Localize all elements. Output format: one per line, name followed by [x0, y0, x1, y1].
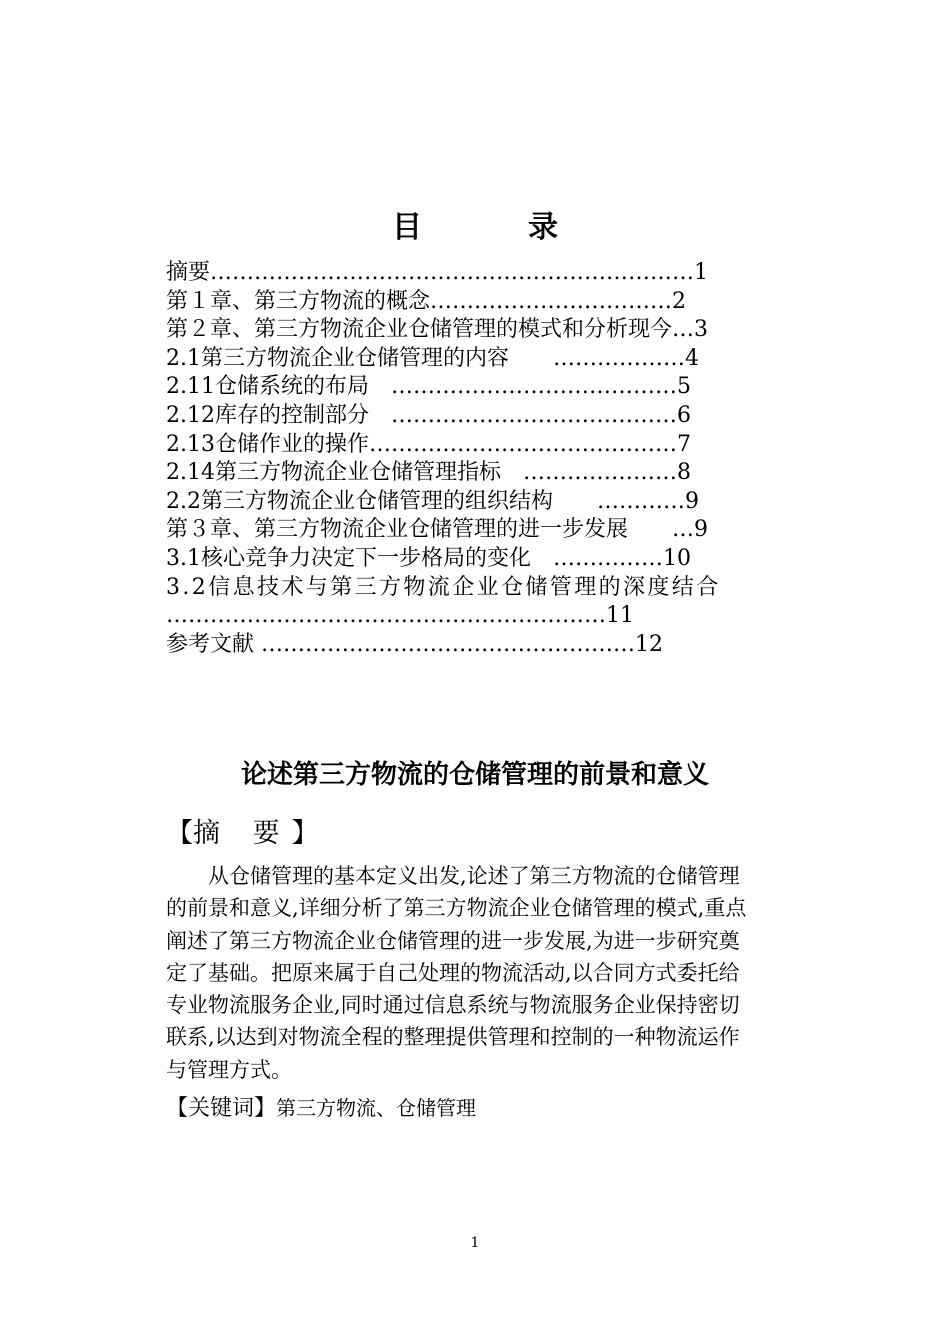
toc-entry-references[interactable]: 参考文献 ……………………………………………12	[166, 631, 663, 657]
abstract-heading-close-bracket: 】	[291, 818, 319, 849]
abstract-line: 的前景和意义,详细分析了第三方物流企业仓储管理的模式,重点	[166, 896, 747, 921]
toc-entry-chapter-1[interactable]: 第１章、第三方物流的概念……………………………2	[166, 288, 686, 314]
abstract-body	[166, 860, 786, 1086]
abstract-line: 专业物流服务企业,同时通过信息系统与物流服务企业保持密切	[166, 993, 740, 1018]
abstract-heading	[166, 814, 319, 854]
abstract-heading-text: 摘 要	[193, 818, 292, 849]
toc-entry-2-11[interactable]: 2.11仓储系统的布局 …………………………………5	[166, 374, 691, 400]
abstract-line: 阐述了第三方物流企业仓储管理的进一步发展,为进一步研究奠	[166, 928, 740, 953]
keywords	[166, 1090, 476, 1128]
toc-entry-3-1[interactable]: 3.1核心竞争力决定下一步格局的变化 ……………10	[166, 545, 691, 571]
abstract-line: 定了基础。把原来属于自己处理的物流活动,以合同方式委托给	[166, 960, 740, 985]
toc-entry-chapter-2[interactable]: 第２章、第三方物流企业仓储管理的模式和分析现今…3	[166, 317, 708, 343]
abstract-line: 联系,以达到对物流全程的整理提供管理和控制的一种物流运作	[166, 1025, 740, 1050]
toc-entry-3-2-continued[interactable]: ……………………………………………………11	[166, 603, 634, 629]
toc-entry-2-1[interactable]: 2.1第三方物流企业仓储管理的内容 ………………4	[166, 345, 699, 371]
toc-entry-abstract[interactable]: 摘要…………………………………………………………1	[166, 260, 708, 285]
abstract-line: 从仓储管理的基本定义出发,论述了第三方物流的仓储管理	[208, 864, 740, 888]
toc-entry-2-14[interactable]: 2.14第三方物流企业仓储管理指标 …………………8	[166, 460, 691, 486]
toc-entry-2-13[interactable]: 2.13仓储作业的操作……………………………………7	[166, 431, 691, 457]
page-number: 1	[470, 1235, 480, 1251]
keywords-label: 【关键词】	[166, 1096, 277, 1121]
toc-entry-2-12[interactable]: 2.12库存的控制部分 …………………………………6	[166, 402, 691, 428]
keywords-value: 第三方物流、仓储管理	[276, 1096, 477, 1120]
toc-title: 目 录	[392, 210, 596, 245]
article-title: 论述第三方物流的仓储管理的前景和意义	[240, 760, 709, 790]
abstract-line: 与管理方式。	[166, 1057, 292, 1082]
toc-entry-2-2[interactable]: 2.2第三方物流企业仓储管理的组织结构 …………9	[166, 488, 699, 514]
toc-entry-3-2[interactable]: 3.2信息技术与第三方物流企业仓储管理的深度结合	[166, 574, 721, 600]
table-of-contents	[166, 259, 806, 659]
toc-entry-chapter-3[interactable]: 第３章、第三方物流企业仓储管理的进一步发展 …9	[166, 517, 708, 543]
abstract-heading-open-bracket: 【	[166, 818, 193, 849]
